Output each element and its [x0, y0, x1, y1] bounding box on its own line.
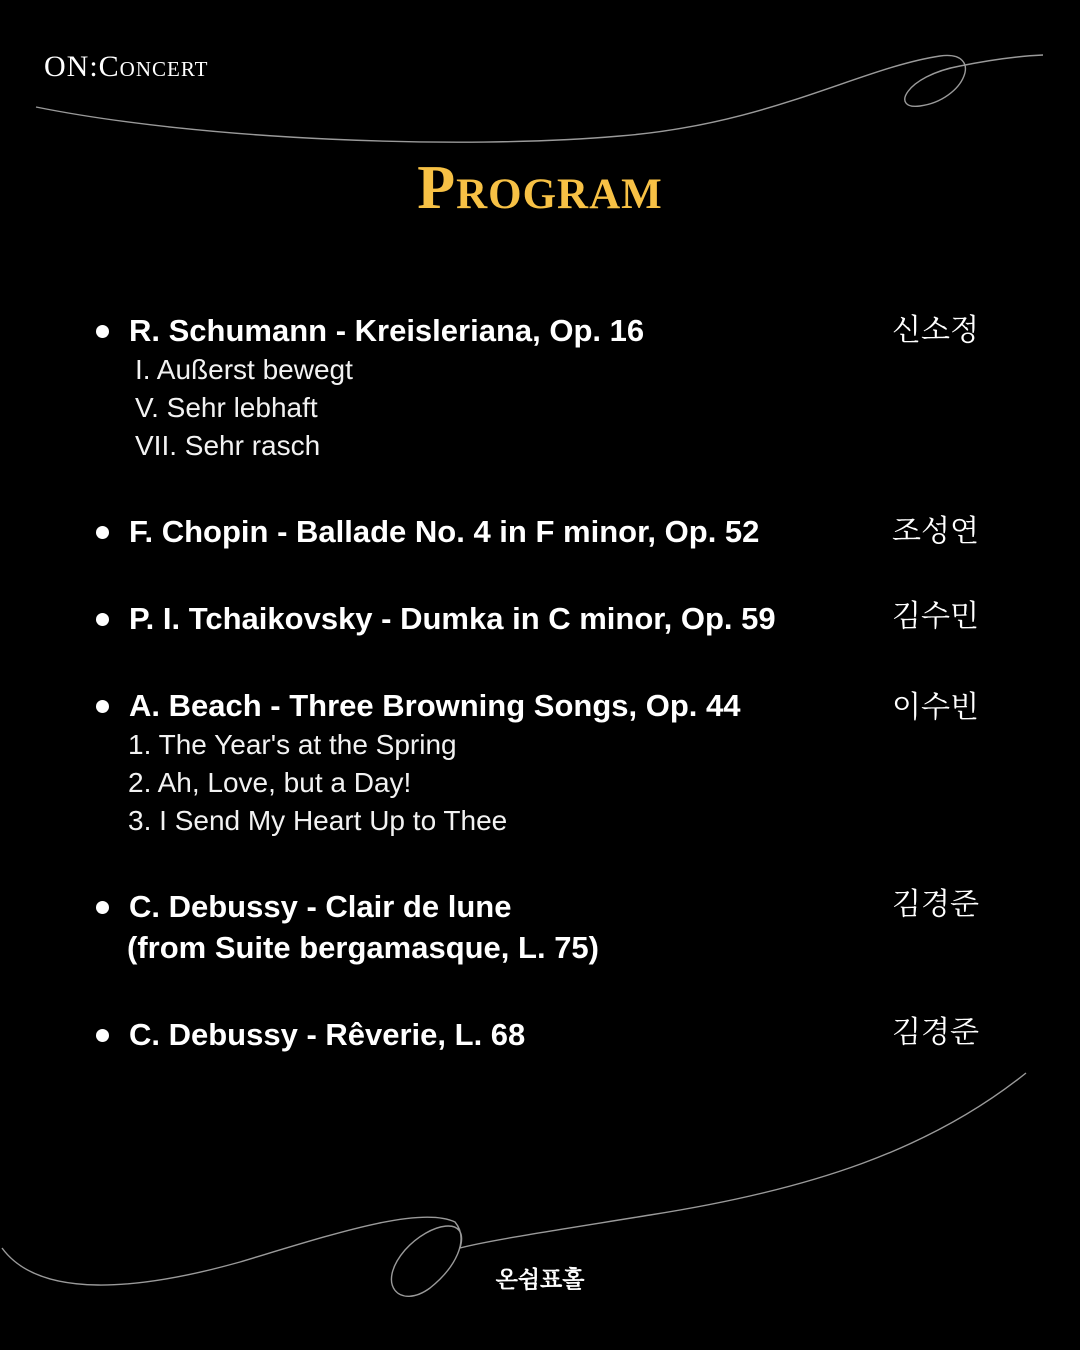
movement: 2. Ah, Love, but a Day!	[128, 767, 412, 798]
movement: 3. I Send My Heart Up to Thee	[128, 805, 508, 836]
bullet-icon	[96, 700, 109, 713]
brand-logo-text: ON:Concert	[44, 50, 209, 83]
piece-title: C. Debussy - Rêverie, L. 68	[129, 1017, 526, 1052]
performer-name: 김경준	[892, 887, 979, 922]
movement: VII. Sehr rasch	[135, 430, 321, 461]
page-title: Program	[417, 154, 663, 222]
piece-title: R. Schumann - Kreisleriana, Op. 16	[129, 313, 645, 348]
performer-name: 신소정	[892, 313, 979, 348]
venue-name: 온쉼표홀	[495, 1267, 585, 1293]
piece-title: P. I. Tchaikovsky - Dumka in C minor, Op. 59	[129, 601, 776, 636]
bullet-icon	[96, 526, 109, 539]
movement: 1. The Year's at the Spring	[128, 729, 457, 760]
performer-name: 조성연	[892, 514, 979, 549]
movement: I. Außerst bewegt	[135, 354, 353, 385]
piece-subtitle: (from Suite bergamasque, L. 75)	[127, 930, 599, 965]
performer-name: 이수빈	[892, 690, 979, 725]
performer-name: 김경준	[892, 1015, 979, 1050]
bottom-swirl-line	[2, 1073, 1026, 1296]
piece-title: C. Debussy - Clair de lune	[129, 889, 512, 924]
bullet-icon	[96, 1029, 109, 1042]
piece-title: F. Chopin - Ballade No. 4 in F minor, Op. 52	[129, 514, 760, 549]
bullet-icon	[96, 613, 109, 626]
bullet-icon	[96, 325, 109, 338]
movement: V. Sehr lebhaft	[135, 392, 318, 423]
piece-title: A. Beach - Three Browning Songs, Op. 44	[129, 688, 741, 723]
bullet-icon	[96, 901, 109, 914]
performer-name: 김수민	[892, 599, 979, 634]
